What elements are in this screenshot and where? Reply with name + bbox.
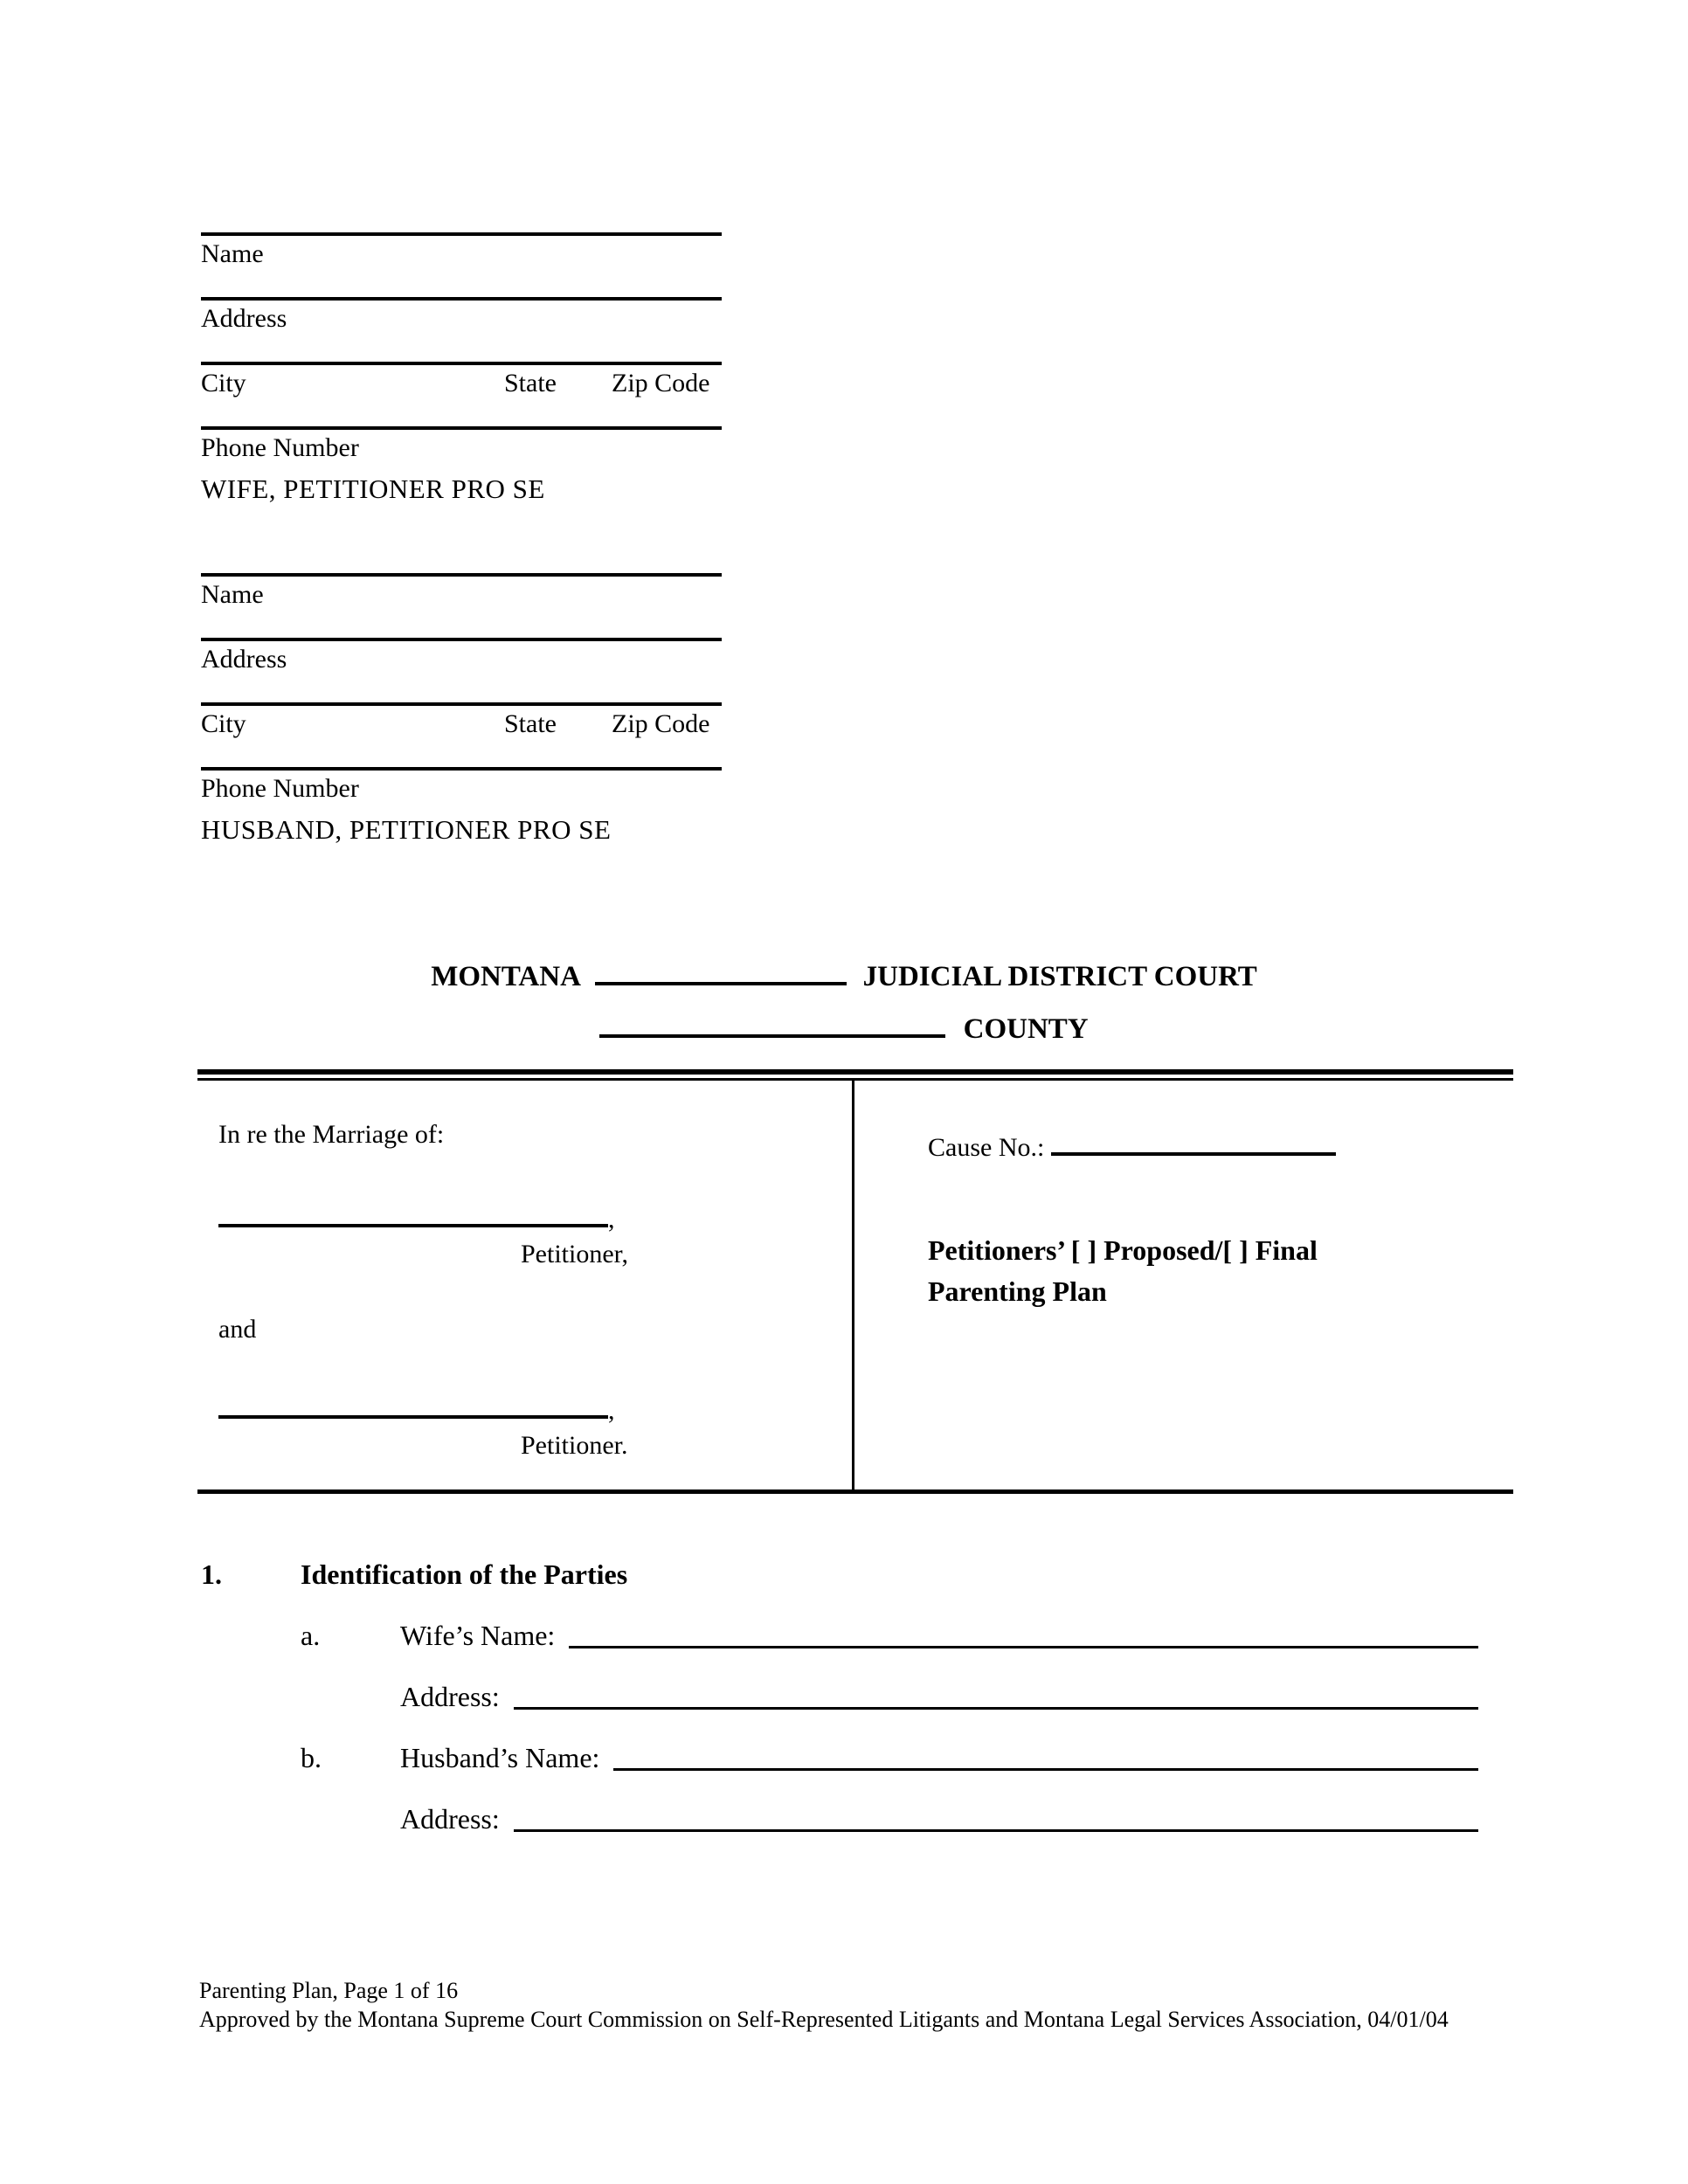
address-label: Address — [201, 645, 287, 674]
and-label: and — [218, 1315, 257, 1344]
wife-name-row — [301, 1616, 1478, 1655]
petitioner-two-name-blank — [218, 1393, 608, 1419]
name-label: Name — [201, 239, 264, 268]
petitioner-one-name-blank — [218, 1201, 608, 1227]
section1-heading-row — [201, 1555, 1478, 1593]
county-text: COUNTY — [963, 1013, 1089, 1045]
item-letter-a: a. — [301, 1620, 321, 1651]
husband-name-label: Husband’s Name: — [400, 1742, 600, 1773]
phone-number-label: Phone Number — [201, 774, 359, 803]
zip-code-label: Zip Code — [612, 369, 710, 397]
section1-rows — [301, 1616, 1478, 1838]
wife-address-label: Address: — [400, 1681, 500, 1712]
state-label: State — [504, 709, 557, 738]
footer-approval-line: Approved by the Montana Supreme Court Commission on Self-Represented Litigants and Montana Legal Services Association, 04/01/04 — [199, 2007, 1449, 2032]
comma: , — [608, 1205, 615, 1234]
caption-right-cell — [852, 1081, 1513, 1489]
caption-double-rule — [197, 1069, 1513, 1081]
caption-left-cell — [197, 1081, 852, 1489]
section1-heading: Identification of the Parties — [301, 1559, 628, 1590]
judicial-district-blank — [595, 956, 847, 985]
wife-address-blank — [514, 1707, 1478, 1710]
husband-name-row — [301, 1738, 1478, 1777]
zip-code-label: Zip Code — [612, 709, 710, 738]
cause-number-blank — [1051, 1130, 1336, 1156]
section1-number: 1. — [201, 1559, 222, 1590]
city-state-zip-labels — [201, 706, 722, 743]
husband-name-blank — [613, 1768, 1478, 1771]
petitioner-second-label: Petitioner. — [521, 1431, 628, 1460]
document-title — [928, 1230, 1513, 1312]
state-name: MONTANA — [431, 961, 580, 992]
item-letter-b: b. — [301, 1742, 322, 1773]
caption-body — [197, 1081, 1513, 1494]
court-header — [0, 956, 1688, 1047]
wife-petitioner-pro-se-line: WIFE, PETITIONER PRO SE — [201, 473, 545, 504]
state-label: State — [504, 369, 557, 397]
petitioner-one-name-row — [218, 1201, 852, 1235]
cause-number-row — [928, 1130, 1513, 1165]
in-re-marriage-heading: In re the Marriage of: — [218, 1120, 445, 1149]
address-label: Address — [201, 304, 287, 333]
document-title-line1: Petitioners’ [ ] Proposed/[ ] Final — [928, 1234, 1318, 1266]
petitioner-two-name-row — [218, 1393, 852, 1427]
husband-address-row — [301, 1800, 1478, 1838]
court-header-line2 — [0, 1008, 1688, 1047]
husband-contact-block — [201, 573, 722, 847]
county-blank — [599, 1008, 945, 1038]
phone-number-label: Phone Number — [201, 433, 359, 462]
page-footer — [199, 1976, 1510, 2034]
cause-number-label: Cause No.: — [928, 1133, 1045, 1162]
court-header-line1 — [0, 956, 1688, 994]
name-label: Name — [201, 580, 264, 609]
petitioner-first-label: Petitioner, — [521, 1240, 628, 1268]
husband-petitioner-pro-se-line: HUSBAND, PETITIONER PRO SE — [201, 814, 612, 845]
wife-name-blank — [569, 1646, 1478, 1648]
husband-address-label: Address: — [400, 1803, 500, 1835]
husband-address-blank — [514, 1829, 1478, 1832]
judicial-district-court-text: JUDICIAL DISTRICT COURT — [862, 961, 1257, 992]
footer-page-number-line: Parenting Plan, Page 1 of 16 — [199, 1978, 459, 2003]
case-caption-box — [197, 1069, 1513, 1494]
comma: , — [608, 1396, 615, 1425]
city-state-zip-labels — [201, 365, 722, 402]
wife-contact-block — [201, 232, 722, 507]
section-identification-of-parties — [201, 1555, 1478, 1838]
city-label: City — [201, 709, 246, 738]
wife-address-row — [301, 1677, 1478, 1716]
city-label: City — [201, 369, 246, 397]
document-title-line2: Parenting Plan — [928, 1275, 1107, 1307]
wife-name-label: Wife’s Name: — [400, 1620, 556, 1651]
